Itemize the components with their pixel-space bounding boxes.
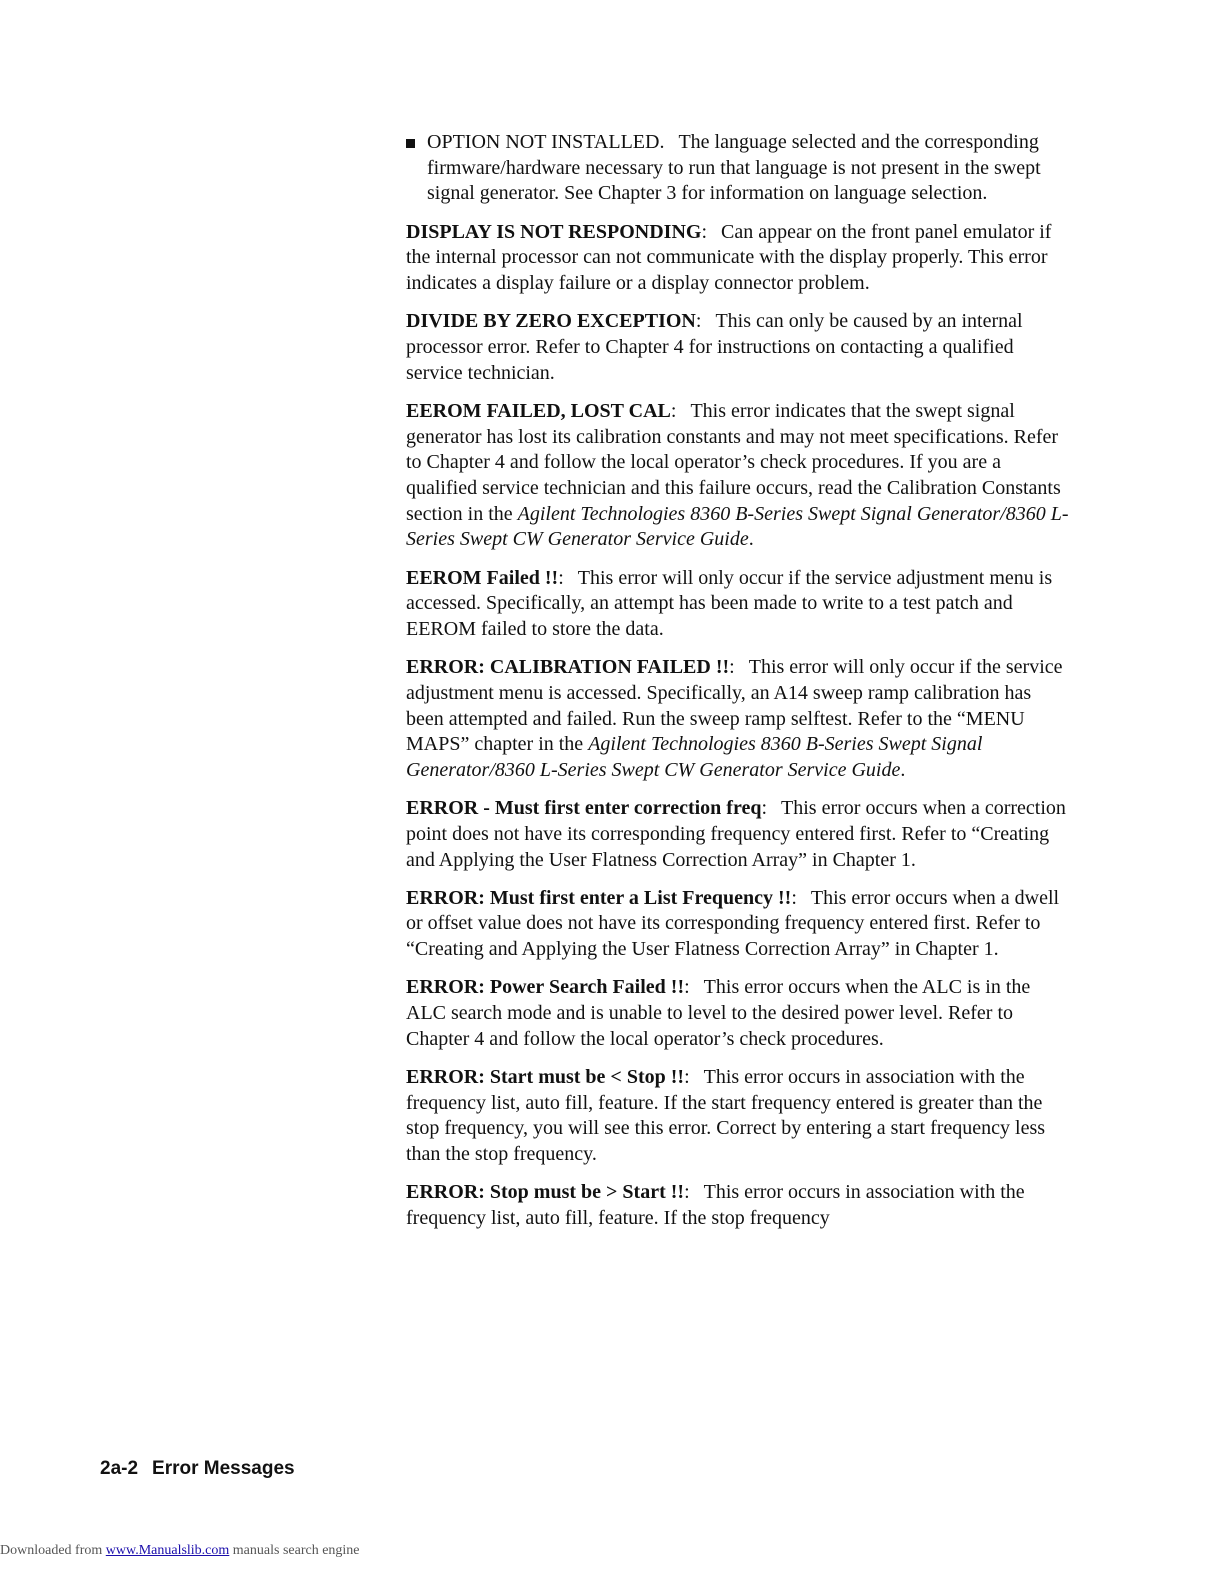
entry-term: ERROR: Must first enter a List Frequency !!: [406, 886, 792, 909]
section-title: Error Messages: [152, 1458, 295, 1479]
download-prefix: Downloaded from: [0, 1543, 106, 1558]
entry-book-title: Agilent Technologies 8360 B-Series Swept Signal Generator/8360 L-Series Swept CW Generator Service Guide: [406, 502, 1069, 551]
entry-text: The language selected and the corresponding firmware/hardware necessary to run that language is not present in the swept signal generator. See Chapter 3 for information on language selection.: [427, 131, 1041, 205]
page-number: 2a-2: [100, 1458, 139, 1479]
entry-display-not-responding: DISPLAY IS NOT RESPONDING: Can appear on the front panel emulator if the internal processor can not communicate with the display properly. This error indicates a display failure or a display connector problem.: [406, 220, 1052, 295]
download-suffix: manuals search engine: [229, 1543, 360, 1558]
entry-text-end: .: [748, 528, 754, 551]
entry-text: This error will only occur if the service adjustment menu is accessed. Specifically, an attempt has been made to write to a test patch and EEROM failed to store the data.: [406, 566, 1053, 640]
entry-eerom-failed: EEROM Failed !!: This error will only occur if the service adjustment menu is accessed. Specifically, an attempt has been made to write to a test patch and EEROM failed to store the data.: [406, 566, 1053, 640]
entry-calibration-failed: ERROR: CALIBRATION FAILED !!: This error will only occur if the service adjustment menu is accessed. Specifically, an A14 sweep ramp calibration has been attempted and failed. Run the sweep ramp selftest. Refer to the “MENU MAPS” chapter in the Agilent Technologies 8360 B-Series Swept Signal Generator/8360 L-Series Swept CW Generator Service Guide.: [406, 656, 1063, 781]
manualslib-link[interactable]: www.Manualslib.com: [105, 1543, 230, 1558]
entry-text: This can only be caused by an internal processor error. Refer to Chapter 4 for instructions on contacting a qualified service technician.: [406, 310, 1023, 384]
entry-text: This error occurs when the ALC is in the ALC search mode and is unable to level to the desired power level. Refer to Chapter 4 and follow the local operator’s check procedures.: [406, 976, 1031, 1050]
entry-eerom-failed-lost-cal: EEROM FAILED, LOST CAL: This error indicates that the swept signal generator has lost its calibration constants and may not meet specifications. Refer to Chapter 4 and follow the local operator’s check procedures. If you are a qualified service technician and this failure occurs, read the Calibration Constants section in the Agilent Technologies 8360 B-Series Swept Signal Generator/8360 L-Series Swept CW Generator Service Guide.: [406, 399, 1069, 551]
entry-divide-by-zero: DIVIDE BY ZERO EXCEPTION: This can only be caused by an internal processor error. Refer to Chapter 4 for instructions on contacting a qualified service technician.: [406, 310, 1023, 384]
bullet-square-icon: [406, 139, 415, 148]
entry-option-not-installed: [406, 130, 1070, 207]
entry-book-title: Agilent Technologies 8360 B-Series Swept Signal Generator/8360 L-Series Swept CW Generator Service Guide: [406, 733, 983, 781]
entry-power-search-failed: ERROR: Power Search Failed !!: This error occurs when the ALC is in the ALC search mode and is unable to level to the desired power level. Refer to Chapter 4 and follow the local operator’s check procedures.: [406, 976, 1031, 1050]
entry-term: DIVIDE BY ZERO EXCEPTION: [406, 310, 696, 333]
entry-text: Can appear on the front panel emulator if the internal processor can not communicate with the display properly. This error indicates a display failure or a display connector problem.: [406, 220, 1052, 295]
entry-term: EEROM Failed !!: [406, 566, 559, 589]
entry-term: ERROR: Power Search Failed !!: [406, 976, 685, 999]
entry-term: ERROR: Stop must be > Start !!: [406, 1181, 685, 1204]
entry-text-end: .: [900, 758, 906, 781]
entry-term: OPTION NOT INSTALLED.: [427, 131, 665, 153]
error-message-list: [406, 130, 1070, 1244]
entry-list-frequency: ERROR: Must first enter a List Frequency !!: This error occurs when a dwell or offset value does not have its corresponding frequency entered first. Refer to “Creating and Applying the User Flatness Correction Array” in Chapter 1.: [406, 886, 1060, 961]
entry-stop-greater-than-start: ERROR: Stop must be > Start !!: This error occurs in association with the frequency list, auto fill, feature. If the stop frequency: [406, 1181, 1025, 1230]
download-banner: [0, 1543, 360, 1559]
entry-text: This error occurs in association with the frequency list, auto fill, feature. If the stop frequency: [406, 1181, 1025, 1230]
entry-text: This error occurs when a correction point does not have its corresponding frequency entered first. Refer to “Creating and Applying the User Flatness Correction Array” in Chapter 1.: [406, 797, 1066, 871]
entry-term: EEROM FAILED, LOST CAL: [406, 399, 671, 422]
entry-correction-freq: ERROR - Must first enter correction freq: This error occurs when a correction point does not have its corresponding frequency entered first. Refer to “Creating and Applying the User Flatness Correction Array” in Chapter 1.: [406, 797, 1066, 871]
entry-term: ERROR: Start must be < Stop !!: [406, 1066, 685, 1088]
entry-start-less-than-stop: ERROR: Start must be < Stop !!: This error occurs in association with the frequency list, auto fill, feature. If the start frequency entered is greater than the stop frequency, you will see this error. Correct by entering a start frequency less than the stop frequency.: [406, 1066, 1046, 1166]
entry-term: DISPLAY IS NOT RESPONDING: [406, 220, 702, 243]
entry-term: ERROR - Must first enter correction freq: [406, 797, 762, 820]
entry-text: This error will only occur if the service adjustment menu is accessed. Specifically, an A14 sweep ramp calibration has been attempted and failed. Run the sweep ramp selftest. Refer to the “MENU MAPS” chapter in the: [406, 656, 1063, 756]
entry-text: This error indicates that the swept signal generator has lost its calibration constants and may not meet specifications. Refer to Chapter 4 and follow the local operator’s check procedures. If you are a qualified service technician and this failure occurs, read the Calibration Constants section in the: [406, 399, 1061, 525]
entry-term: ERROR: CALIBRATION FAILED !!: [406, 656, 730, 679]
entry-text: This error occurs in association with the frequency list, auto fill, feature. If the start frequency entered is greater than the stop frequency, you will see this error. Correct by entering a start frequency less than the stop frequency.: [406, 1066, 1046, 1166]
page-footer: [100, 1458, 295, 1480]
entry-text: This error occurs when a dwell or offset value does not have its corresponding frequency entered first. Refer to “Creating and Applying the User Flatness Correction Array” in Chapter 1.: [406, 886, 1060, 961]
